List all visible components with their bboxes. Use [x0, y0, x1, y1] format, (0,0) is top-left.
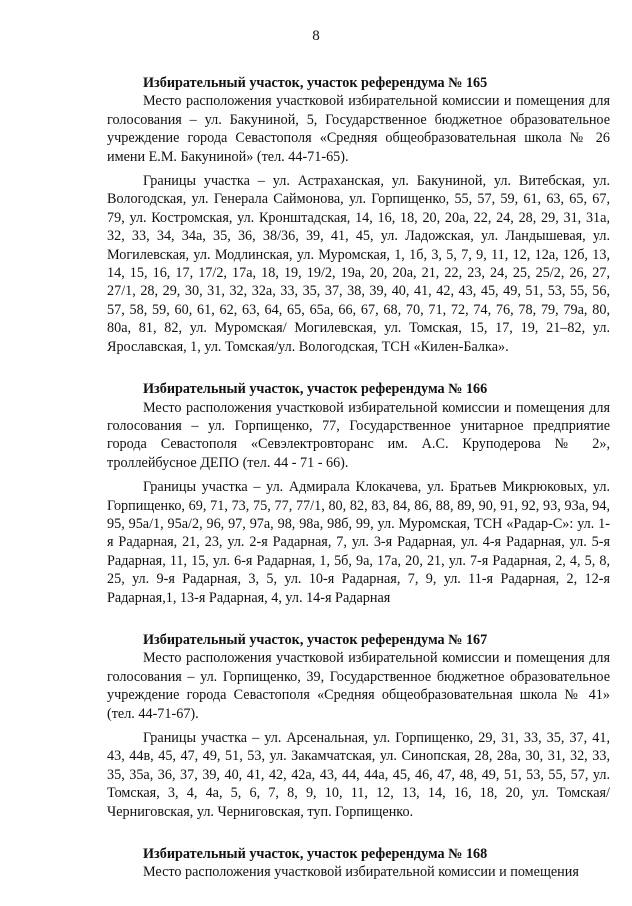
boundaries-paragraph: Границы участка – ул. Арсенальная, ул. Горпищенко, 29, 31, 33, 35, 37, 41, 43, 44в, 45, 47, 49, 51, 53, ул. Закамчатская, ул. Синопская, 28, 28а, 30, 31, 32, 33, 35, 35а, 36, 37, 39, 40, 41, 42, 42а, 43, 44, 44а, 45, 46, 47, 48, 49, 51, 53, 55, 57, ул. Томская, 3, 4, 4а, 5, 6, 7, 8, 9, 10, 11, 12, 13, 14, 16, 18, 20, ул. Томская/Черниговская, ул. Черниговская, туп. Горпищенко.: [107, 730, 610, 820]
location-paragraph: Место расположения участковой избирательной комиссии и помещения для голосования – ул. Бакуниной, 5, Государственное бюджетное образовательное учреждение города Севастополя «Средняя общеобразовательная школа № 26 имени Е.М. Бакуниной» (тел. 44-71-65).: [107, 93, 610, 165]
section-166: [107, 380, 610, 607]
section-title: Избирательный участок, участок референдума № 168: [143, 846, 488, 863]
location-paragraph: Место расположения участковой избирательной комиссии и помещения для голосования – ул. Горпищенко, 39, Государственное бюджетное образовательное учреждение города Севастополя «Средняя общеобразовательная школа № 41» (тел. 44-71-67).: [107, 650, 610, 722]
page-number: 8: [312, 28, 320, 44]
location-paragraph: Место расположения участковой избирательной комиссии и помещения: [143, 864, 579, 881]
boundaries-paragraph: Границы участка – ул. Астраханская, ул. Бакуниной, ул. Витебская, ул. Вологодская, ул. Генерала Саймонова, ул. Горпищенко, 55, 57, 59, 61, 63, 65, 67, 79, ул. Костромская, ул. Кронштадская, 14, 16, 18, 20, 20а, 22, 24, 28, 29, 31, 31а, 32, 33, 34, 34а, 35, 36, 38/36, 39, 41, 45, ул. Ладожская, ул. Ландышевая, ул. Могилевская, ул. Модлинская, ул. Муромская, 1, 1б, 3, 5, 7, 9, 11, 12, 12а, 12б, 13, 14, 15, 16, 17, 17/2, 17а, 18, 19, 19/2, 19а, 20, 20а, 21, 22, 23, 24, 25, 25/2, 26, 27, 27/1, 28, 29, 30, 31, 32, 32а, 33, 35, 37, 38, 39, 40, 41, 42, 43, 45, 49, 51, 53, 55, 56, 57, 58, 59, 60, 61, 62, 63, 64, 65, 65а, 66, 67, 68, 70, 71, 72, 74, 76, 78, 79, 79а, 80, 80а, 81, 82, ул. Муромская/ Могилевская, ул. Томская, 15, 17, 19, 21–82, ул. Ярославская, 1, ул. Томская/ул. Вологодская, ТСН «Килен-Балка».: [107, 173, 610, 355]
section-165: [107, 74, 610, 356]
section-title: Избирательный участок, участок референдума № 167: [143, 631, 488, 648]
section-167: [107, 631, 610, 821]
section-title: Избирательный участок, участок референдума № 166: [143, 381, 488, 398]
section-title: Избирательный участок, участок референдума № 165: [143, 75, 488, 91]
section-168: [107, 845, 610, 882]
location-paragraph: Место расположения участковой избирательной комиссии и помещения для голосования – ул. Горпищенко, 77, Государственное унитарное предприятие города Севастополя «Севэлектровторанс им. А.С. Круподерова № 2», троллейбусное ДЕПО (тел. 44 - 71 - 66).: [107, 399, 610, 471]
document-body: [107, 74, 610, 906]
boundaries-paragraph: Границы участка – ул. Адмирала Клокачева, ул. Братьев Микрюковых, ул. Горпищенко, 69, 71, 73, 75, 77, 77/1, 80, 82, 83, 84, 86, 88, 89, 90, 91, 92, 93, 93а, 94, 95, 95а/1, 95а/2, 96, 97, 97а, 98, 98а, 98б, 99, ул. Муромская, ТСН «Радар-С»: ул. 1-я Радарная, 21, 23, ул. 2-я Радарная, 7, ул. 3-я Радарная, ул. 4-я Радарная, ул. 5-я Радарная, 11, 15, ул. 6-я Радарная, 1, 5б, 9а, 17а, 20, 21, ул. 7-я Радарная, 2, 4, 5, 8, 25, ул. 9-я Радарная, 3, 5, ул. 10-я Радарная, 7, 9, ул. 11-я Радарная, 2, 12-я Радарная,1, 13-я Радарная, 4, ул. 14-я Радарная: [107, 479, 610, 606]
